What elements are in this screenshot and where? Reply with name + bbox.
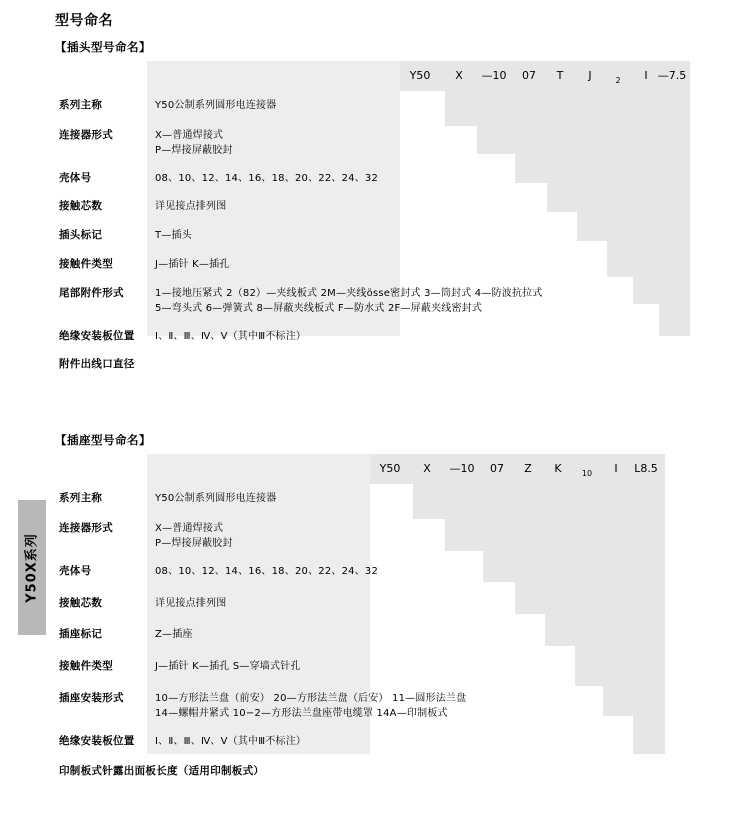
socket-naming-table: [55, 454, 680, 795]
row-label: 接触芯数: [59, 200, 103, 212]
row-label: 印制板式针露出面板长度（适用印制板式）: [59, 765, 265, 777]
plug-code-0: Y50: [409, 69, 431, 82]
plug-code-5: J: [588, 69, 592, 82]
row-label: 绝缘安装板位置: [59, 735, 135, 747]
plug-code-1: X: [455, 69, 463, 82]
row-desc: 10—方形法兰盘（前安） 20—方形法兰盘（后安） 11—圆形法兰盘 14—螺帽并紧式 10−2—方形法兰盘座带电缆罩 14A—印制板式: [155, 693, 467, 719]
socket-code-3: 07: [490, 462, 504, 475]
table-row: [55, 250, 680, 279]
table-row: [55, 279, 680, 322]
table-row: [55, 727, 680, 757]
table-row: [55, 121, 680, 164]
plug-section-title: 【插头型号命名】: [55, 40, 151, 54]
table-row: [55, 221, 680, 250]
row-label: 插座标记: [59, 628, 103, 640]
table-row: [55, 484, 680, 514]
plug-code-8: —7.5: [657, 69, 687, 82]
table-row: [55, 557, 680, 589]
socket-code-4: Z: [524, 462, 532, 475]
row-desc: T—插头: [155, 230, 192, 241]
row-desc: Ⅰ、Ⅱ、Ⅲ、Ⅳ、Ⅴ（其中Ⅲ不标注）: [155, 331, 307, 342]
socket-code-6: 10: [581, 469, 593, 478]
table-row: [55, 684, 680, 727]
series-side-tab: [18, 500, 46, 635]
socket-code-1: X: [423, 462, 431, 475]
table-row: [55, 91, 680, 121]
table-row: [55, 350, 680, 382]
row-label: 系列主称: [59, 99, 103, 111]
row-label: 尾部附件形式: [59, 287, 124, 299]
table-row: [55, 589, 680, 620]
row-label: 壳体号: [59, 565, 92, 577]
row-desc: [295, 757, 680, 795]
row-label: 绝缘安装板位置: [59, 330, 135, 342]
row-desc: 1—接地压紧式 2（82）—夹线板式 2M—夹线össe密封式 3—筒封式 4—防波抗拉式 5—弯头式 6—弹簧式 8—屏蔽夹线板式 F—防水式 2F—屏蔽夹线密封式: [155, 288, 543, 314]
row-desc: 08、10、12、14、16、18、20、22、24、32: [155, 173, 379, 184]
socket-code-5: K: [554, 462, 562, 475]
row-label: 系列主称: [59, 492, 103, 504]
row-label: 接触件类型: [59, 660, 113, 672]
socket-code-0: Y50: [379, 462, 401, 475]
table-row: [55, 322, 680, 350]
plug-code-6: 2: [615, 76, 621, 85]
row-label: 连接器形式: [59, 129, 113, 141]
table-row: [55, 514, 680, 557]
row-label: 连接器形式: [59, 522, 113, 534]
row-label: 插座安装形式: [59, 692, 124, 704]
table-row: [55, 620, 680, 652]
row-desc: J—插针 K—插孔: [155, 259, 230, 270]
row-desc: X—普通焊接式 P—焊接屏蔽胶封: [155, 130, 233, 156]
page-title: 型号命名: [55, 13, 113, 29]
row-desc: Y50公制系列圆形电连接器: [155, 493, 277, 504]
row-desc: 详见接点排列图: [155, 201, 227, 212]
plug-code-3: 07: [522, 69, 536, 82]
row-desc: 08、10、12、14、16、18、20、22、24、32: [155, 566, 379, 577]
row-desc: Z—插座: [155, 629, 193, 640]
table-row: [55, 164, 680, 192]
table-row: [55, 757, 680, 795]
row-label: 插头标记: [59, 229, 103, 241]
socket-code-2: —10: [449, 462, 475, 475]
plug-code-2: —10: [481, 69, 507, 82]
row-desc: J—插针 K—插孔 S—穿墙式针孔: [155, 661, 301, 672]
socket-code-row: [55, 454, 680, 484]
table-row: [55, 192, 680, 221]
plug-code-row: [55, 61, 687, 91]
socket-code-7: Ⅰ: [614, 462, 618, 475]
row-desc: X—普通焊接式 P—焊接屏蔽胶封: [155, 523, 233, 549]
plug-code-4: T: [556, 69, 564, 82]
document-content: [55, 10, 687, 795]
table-row: [55, 652, 680, 684]
series-side-tab-label: Y50X系列: [24, 532, 40, 603]
row-desc: [147, 350, 680, 382]
plug-naming-table: [55, 61, 687, 382]
row-desc: Ⅰ、Ⅱ、Ⅲ、Ⅳ、Ⅴ（其中Ⅲ不标注）: [155, 736, 307, 747]
row-label: 壳体号: [59, 172, 92, 184]
row-label: 附件出线口直径: [59, 358, 135, 370]
row-label: 接触芯数: [59, 597, 103, 609]
row-desc: 详见接点排列图: [155, 598, 227, 609]
row-label: 接触件类型: [59, 258, 113, 270]
socket-section-title: 【插座型号命名】: [55, 433, 151, 447]
plug-code-7: Ⅰ: [644, 69, 648, 82]
row-desc: Y50公制系列圆形电连接器: [155, 100, 277, 111]
socket-code-8: L8.5: [634, 462, 658, 475]
